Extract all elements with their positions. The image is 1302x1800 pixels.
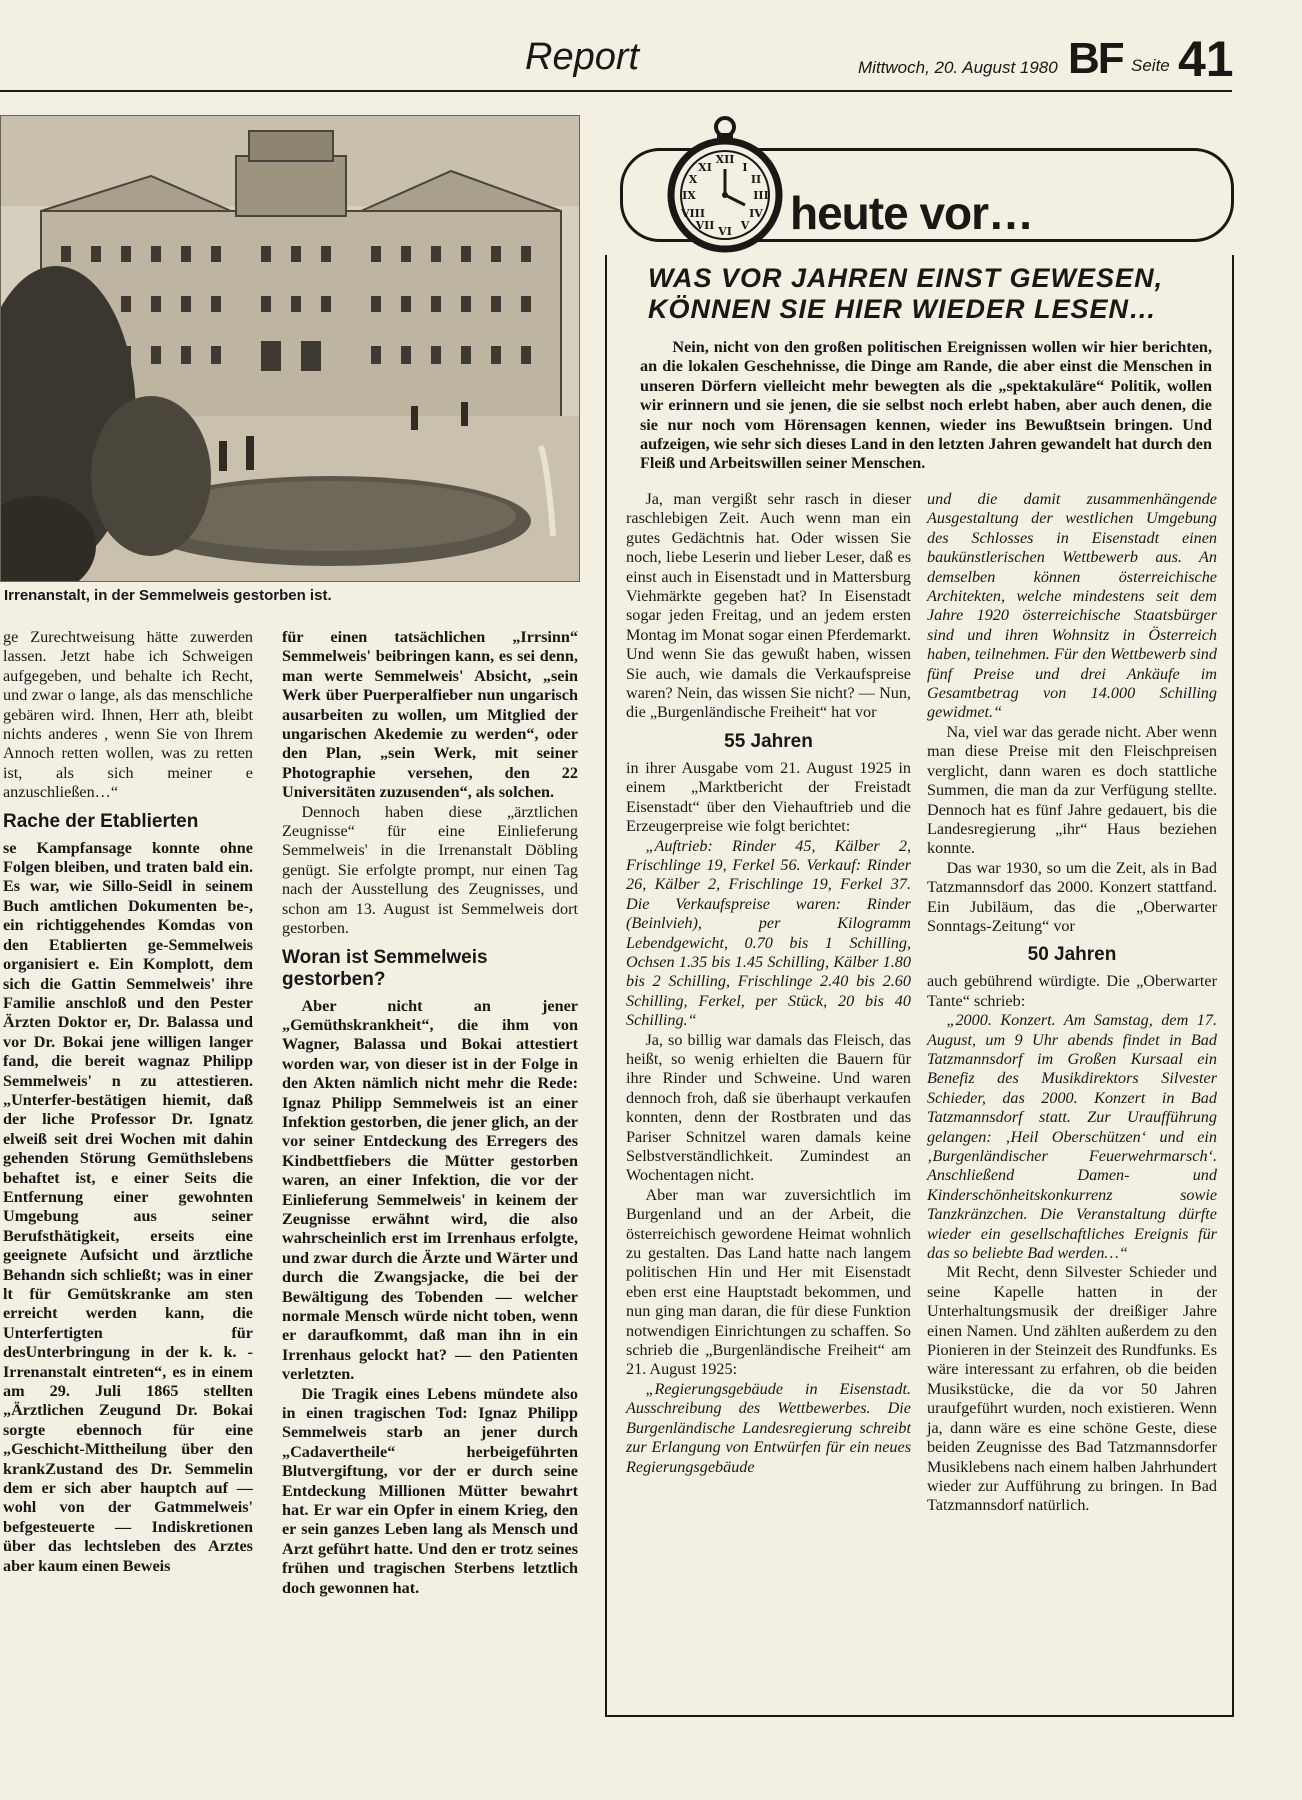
feature-intro: Nein, nicht von den großen politischen Ereignissen wollen wir hier berichten, an die lokalen Geschehnisse, die Dinge am Rande, die aber einst die Menschen in unseren Dörfern vielleicht mehr bewegten als die „spektakuläre“ Politik, wollen wir erinnern und sie jenen, die sie selbst noch erlebt haben, aber auch denen, die sie nur noch vom Hörensagen kennen, wieder ins Bewußtsein bringen. Und aufzeigen, wie sehr sich dieses Land in den letzten Jahren gewandelt hat durch den Fleiß und Arbeitswillen seiner Menschen. <box>640 338 1212 473</box>
article-column-2 <box>282 628 578 1598</box>
svg-text:VII: VII <box>695 219 715 232</box>
paragraph: Dennoch haben diese „ärztlichen Zeugnisse“ für eine Einlieferung Semmelweis' in die Irrenanstalt Döbling genügt. Sie erfolgte prompt, nur einen Tag nach der Ausstellung des Zeugnisses, und schon am 13. August ist Semmelweis dort gestorben. <box>282 802 578 938</box>
brand-logo: BF <box>1068 34 1123 83</box>
quote: „Auftrieb: Rinder 45, Kälber 2, Frischlinge 19, Ferkel 56. Verkauf: Rinder 26, Kälber 2, Frischlinge 19, Ferkel 37. Die Verkaufspreise waren: Rinder (Beinlvieh), per Kilogramm Lebendgewicht, 0.70 bis 1 Schilling, Ochsen 1.35 bis 1.45 Schilling, Kälber 1.80 bis 2 Schilling, Frischlinge 2.40 bis 2.60 Schilling, Ferkel, per Stück, 20 bis 40 Schilling.“ <box>626 836 911 1030</box>
paragraph: Mit Recht, denn Silvester Schieder und seine Kapelle hatten in der Unterhaltungsmusik der dreißiger Jahre einen Namen. Und zählten außerdem zu den Pionieren in der Steinzeit des Rundfunks. Es wäre interessant zu erfahren, ob die beiden Musikstücke, die da vor 50 Jahren uraufgeführt wurden, noch existieren. Wenn ja, dann wäre es eine schöne Geste, diese beiden Zeugnisse des Bad Tatzmannsdorfer Musiklebens nach einem halben Jahrhundert wieder zur Aufführung zu bringen. In Bad Tatzmannsdorf natürlich. <box>927 1263 1217 1515</box>
paragraph: in ihrer Ausgabe vom 21. August 1925 in einem „Marktbericht der Freistadt Eisenstadt“ über den Viehauftrieb und die Erzeugerpreise wie folgt berichtet: <box>626 758 911 836</box>
asylum-illustration <box>1 116 579 581</box>
feature-column-1 <box>626 490 911 1477</box>
subheading: Rache der Etablierten <box>3 810 199 832</box>
svg-text:XI: XI <box>698 161 712 174</box>
paragraph: Ja, man vergißt sehr rasch in dieser raschlebigen Zeit. Auch wenn man ein gutes Gedächtnis hat. Oder wissen Sie noch, liebe Leserin und lieber Leser, daß es einst auch in Eisenstadt und in Mattersburg Viehmärkte gegeben hat? In Eisenstadt sogar jeden Freitag, und an jedem ersten Montag im Monat sogar einen Pferdemarkt. Und wenn Sie das gewußt haben, wissen Sie auch, wie damals die Verkaufspreise waren? Nein, das wissen Sie nicht? — Nun, die „Burgenländische Freiheit“ hat vor <box>626 490 911 722</box>
svg-text:V: V <box>740 219 750 232</box>
svg-text:II: II <box>750 173 762 186</box>
svg-text:XII: XII <box>715 153 735 166</box>
paragraph: auch gebührend würdigte. Die „Oberwarter Tante“ schrieb: <box>927 972 1217 1010</box>
paragraph: Das war 1930, so um die Zeit, als in Bad Tatzmannsdorf das 2000. Konzert stattfand. Ein Jubiläum, das die „Oberwarter Sonntags-Zeitung“ vor <box>927 858 1217 935</box>
svg-text:VI: VI <box>718 225 732 238</box>
issue-date: Mittwoch, 20. August 1980 <box>858 58 1058 77</box>
paragraph: Aber man war zuversichtlich im Burgenland und an der Arbeit, die österreichisch gewordene Heimat wohnlich zu gestalten. Das Land hatte nach langem politischen Hin und Her mit Eisenstadt eben erst eine Hauptstadt bekommen, und nun ging man daran, die für diese Funktion notwendigen Einrichtungen zu schaffen. So schrieb die „Burgenländische Freiheit“ am 21. August 1925: <box>626 1185 911 1379</box>
asylum-photo <box>0 115 580 582</box>
subheading: 55 Jahren <box>724 730 813 752</box>
page-label: Seite <box>1131 56 1170 75</box>
paragraph: Ja, so billig war damals das Fleisch, das heißt, so wenig erhielten die Bauern für ihre Rinder und Schweine. Und waren dennoch froh, daß sie überhaupt verkaufen konnten, denn der Rostbraten und das Pariser Schnitzel waren damals keine Selbstverständlichkeit. Zumindest an Wochentagen nicht. <box>626 1030 911 1185</box>
svg-text:I: I <box>742 161 748 174</box>
headline-line: KÖNNEN SIE HIER WIEDER LESEN… <box>648 294 1158 324</box>
svg-text:IV: IV <box>749 207 763 220</box>
svg-text:X: X <box>688 173 698 186</box>
pocket-watch-icon <box>665 113 785 253</box>
paragraph: für einen tatsächlichen „Irrsinn“ Semmelweis' beibringen kann, es sei denn, man werte Semmelweis' Absicht, „sein Werk über Puerperalfieber nun ungarisch ausarbeiten zu wollen, um Mitglied der ungarischen Akedemie zu werden“, oder den Plan, „sein Werk, mit seiner Photographie versehen, den 22 Universitäten zuzusenden“, als solchen. <box>282 628 578 802</box>
paragraph: ge Zurechtweisung hätte zuwerden lassen. Jetzt habe ich Schweigen aufgegeben, und behalte ich Recht, und zwar o lange, als das menschliche gebären wird. Ihnen, Herr ath, bleibt nichts anderes , wenn Sie von Ihrem Annoch retten wollen, was zu retten ist, als sich meiner e anzuschließen…“ <box>3 628 253 802</box>
quote: und die damit zusammenhängende Ausgestaltung der westlichen Umgebung des Schlosses in Eisenstadt einen baukünstlerischen Wettbewerb aus. An demselben können österreichische Architekten, welche mindestens seit dem Jahre 1920 österreichische Staatsbürger sind und ihren Wohnsitz in Österreich haben, teilnehmen. Für den Wettbewerb sind fünf Preise und drei Ankäufe im Gesamtbetrag von 14.000 Schilling gewidmet.“ <box>927 490 1217 722</box>
headline-line: WAS VOR JAHREN EINST GEWESEN, <box>648 263 1164 293</box>
subheading: 50 Jahren <box>1027 944 1117 966</box>
section-title: Report <box>525 36 640 78</box>
feature-title: heute vor… <box>790 187 1034 239</box>
subheading: Woran ist Semmelweis gestorben? <box>282 946 488 990</box>
quote: „2000. Konzert. Am Samstag, dem 17. August, um 9 Uhr abends findet in Bad Tatzmannsdorf im Großen Kursaal ein Benefiz des Musikdirektors Silvester Schieder, das 2000. Konzert in Bad Tatzmannsdorf statt. Zur Uraufführung gelangen: ‚Heil Oberschützen‘ und ein ‚Burgenländischer Feuerwehrmarsch‘. Anschließend Damen- und Kinderschönheitskonkurrenz sowie Tanzkränzchen. Die Veranstaltung dürfte wieder ein gesellschaftliches Ereignis für das so beliebte Bad werden…“ <box>927 1011 1217 1263</box>
paragraph: Die Tragik eines Lebens mündete also in einen tragischen Tod: Ignaz Philipp Semmelweis starb an jener durch „Cadavertheile“ herbeigeführten Blutvergiftung, vor der er durch seine Entdeckung Millionen Mütter bewahrt hat. Er war ein Opfer in einem Krieg, den er sein ganzes Leben lang als Mensch und Arzt geführt hatte. Und den er trotz seines frühen und tragischen Sterbens letztlich doch gewonnen hat. <box>282 1384 578 1597</box>
svg-text:VIII: VIII <box>681 207 705 220</box>
paragraph: Na, viel war das gerade nicht. Aber wenn man diese Preise mit den Fleischpreisen verglicht, dann waren es doch stattliche Summen, die man da zur Verfügung stellte. Dennoch hat es fünf Jahre gedauert, bis die Landesregierung „ihr“ Haus beziehen konnte. <box>927 722 1217 858</box>
paragraph: se Kampfansage konnte ohne Folgen bleiben, und traten bald ein. Es war, wie Sillo-Seidl in seinem Buch amtlichen Dokumenten be-, ein richtiggehendes Komdas von den Etablierten ge-Semmelweis organisiert e. Ein Komplott, dem sich die Gattin Semmelweis' ihre Familie anschloß und den Pester Ärzten Doktor er, Dr. Balassa und vor Dr. Bokai jene willigen langer fand, die bereit wagnaz Philipp Semmelweis' n zu attestieren. „Unterfer-bestätigen hiemit, daß der liche Professor Dr. Ignatz elweiß seit drei Wochen mit dahin gehenden Störung Gemüthslebens behaftet ist, e einer Seits die Entfernung einer gewohnten Umgebung aus seiner Berufsthätigkeit, erseits eine geeignete Aufsicht und ärztliche Behandn sich schließt; was in einer lt für Gemütskranke am sten erreicht werden kann, die Unterfertigten für desUnterbringung in der k. k. -Irrenanstalt eintreten“, es in einem am 29. Juli 1865 stellten „Ärztlichen Zeugund Dr. Bokai sorgte ebennoch für eine „Geschicht-Mittheilung über den krankZustand des Dr. Semmelin dem er sich aber hauptch auf — wohl von der Gatmmelweis' befgesteuerte — Indiskretionen über das lechtsleben des Arztes aber kaum einen Beweis <box>3 838 253 1575</box>
article-column-1 <box>3 628 253 1576</box>
svg-text:III: III <box>753 189 769 202</box>
quote: „Regierungsgebäude in Eisenstadt. Ausschreibung des Wettbewerbes. Die Burgenländische Landesregierung schreibt zur Erlangung von Entwürfen für ein neues Regierungsgebäude <box>626 1379 911 1476</box>
feature-headline <box>648 263 1208 325</box>
feature-column-2 <box>927 490 1217 1516</box>
header-rule <box>0 90 1232 92</box>
svg-text:IX: IX <box>682 189 696 202</box>
page-number: 41 <box>1178 31 1234 87</box>
paragraph: Aber nicht an jener „Gemüthskrankheit“, die ihm von Wagner, Balassa und Bokai attestiert worden war, von dieser ist in der Folge in den Akten nämlich nicht mehr die Rede: Ignaz Philipp Semmelweis ist an einer Infektion gestorben, die jener glich, an der vor seiner Entdeckung des Erregers des Kindbettfiebers die Mütter gestorben waren, an einer Infektion, die vor der Einlieferung Semmelweis' in keinem der Zeugnisse erwähnt wird, die also wahrscheinlich erst im Irrenhaus erfolgte, und zwar durch die Ärzte und Wärter und durch die Zwangsjacke, die bei der Bewältigung des Tobenden — welcher normale Mensch würde nicht toben, wenn er daraufkommt, daß man ihn in ein Irrenhaus gelockt hat? — den Patienten verletzten. <box>282 996 578 1384</box>
photo-caption: Irrenanstalt, in der Semmelweis gestorben ist. <box>4 587 332 604</box>
